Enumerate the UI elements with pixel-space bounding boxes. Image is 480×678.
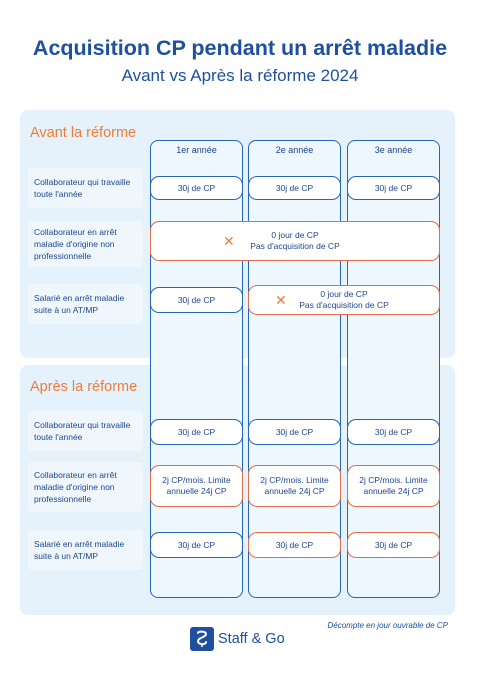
- column-header-year-1: 1er année: [176, 145, 217, 155]
- row-label-text: Collaborateur qui travaille toute l'année: [34, 420, 131, 442]
- after-r1-c3-cell: [347, 419, 440, 445]
- before-r2-merged-cell: [150, 221, 440, 261]
- after-r1-c1-cell: [150, 419, 243, 445]
- before-r3-c1-cell: [150, 287, 243, 313]
- before-r1-c1-cell: [150, 176, 243, 200]
- row-label-text: Salarié en arrêt maladie suite à un AT/MP: [34, 539, 125, 561]
- cell-text: 30j de CP: [177, 539, 216, 550]
- after-row-label-sick-nonpro: [28, 462, 143, 512]
- after-row-label-atmp: [28, 530, 143, 570]
- cell-text-line1: 0 jour de CP: [320, 289, 368, 299]
- cell-text: 2j CP/mois. Limite annuelle 24j CP: [359, 475, 428, 496]
- column-year-2: [248, 140, 341, 598]
- page-subtitle: Avant vs Après la réforme 2024: [121, 66, 359, 85]
- cell-text: 30j de CP: [275, 539, 314, 550]
- before-row-label-sick-nonpro: [28, 221, 143, 267]
- before-reform-title: Avant la réforme: [30, 125, 137, 141]
- row-label-text: Collaborateur en arrêt maladie d'origine non professionnelle: [34, 227, 117, 261]
- row-label-text: Collaborateur qui travaille toute l'année: [34, 177, 131, 199]
- cell-text: 30j de CP: [374, 182, 413, 193]
- page-title: Acquisition CP pendant un arrêt maladie: [32, 36, 448, 60]
- cell-text: 30j de CP: [374, 539, 413, 550]
- cell-text-line2: Pas d'acquisition de CP: [250, 241, 340, 251]
- brand-name: Staff & Go: [218, 631, 285, 647]
- column-year-3: [347, 140, 440, 598]
- column-header-year-3: 3e année: [374, 145, 413, 155]
- after-r2-c3-cell: [347, 465, 440, 507]
- merged-cell-texts: [250, 230, 340, 252]
- before-row-label-atmp: [28, 284, 143, 324]
- after-r2-c1-cell: [150, 465, 243, 507]
- after-row-label-worker: [28, 411, 143, 451]
- after-r1-c2-cell: [248, 419, 341, 445]
- cell-text: 2j CP/mois. Limite annuelle 24j CP: [162, 475, 231, 496]
- footer-note: Décompte en jour ouvrable de CP: [327, 621, 448, 630]
- before-r1-c3-cell: [347, 176, 440, 200]
- cell-text: 30j de CP: [177, 294, 216, 305]
- x-mark-icon: ✕: [275, 292, 287, 308]
- before-row-label-worker: [28, 168, 143, 208]
- after-r3-c2-cell: [248, 532, 341, 558]
- after-r2-c2-cell: [248, 465, 341, 507]
- cell-text: 30j de CP: [374, 426, 413, 437]
- cell-text: 30j de CP: [275, 426, 314, 437]
- staff-and-go-logo-icon: [190, 627, 214, 651]
- cell-text-line1: 0 jour de CP: [271, 230, 319, 240]
- x-mark-icon: ✕: [223, 233, 235, 249]
- after-reform-title: Après la réforme: [30, 379, 138, 395]
- after-r3-c1-cell: [150, 532, 243, 558]
- cell-text: 2j CP/mois. Limite annuelle 24j CP: [260, 475, 329, 496]
- cell-text: 30j de CP: [177, 182, 216, 193]
- cell-text: 30j de CP: [177, 426, 216, 437]
- after-r3-c3-cell: [347, 532, 440, 558]
- row-label-text: Collaborateur en arrêt maladie d'origine non professionnelle: [34, 470, 117, 504]
- cell-text: 30j de CP: [275, 182, 314, 193]
- column-header-year-2: 2e année: [275, 145, 314, 155]
- merged-cell-texts: [299, 289, 389, 311]
- before-r3-merged-cell: [248, 285, 440, 315]
- before-r1-c2-cell: [248, 176, 341, 200]
- column-year-1: [150, 140, 243, 598]
- cell-text-line2: Pas d'acquisition de CP: [299, 300, 389, 310]
- row-label-text: Salarié en arrêt maladie suite à un AT/MP: [34, 293, 125, 315]
